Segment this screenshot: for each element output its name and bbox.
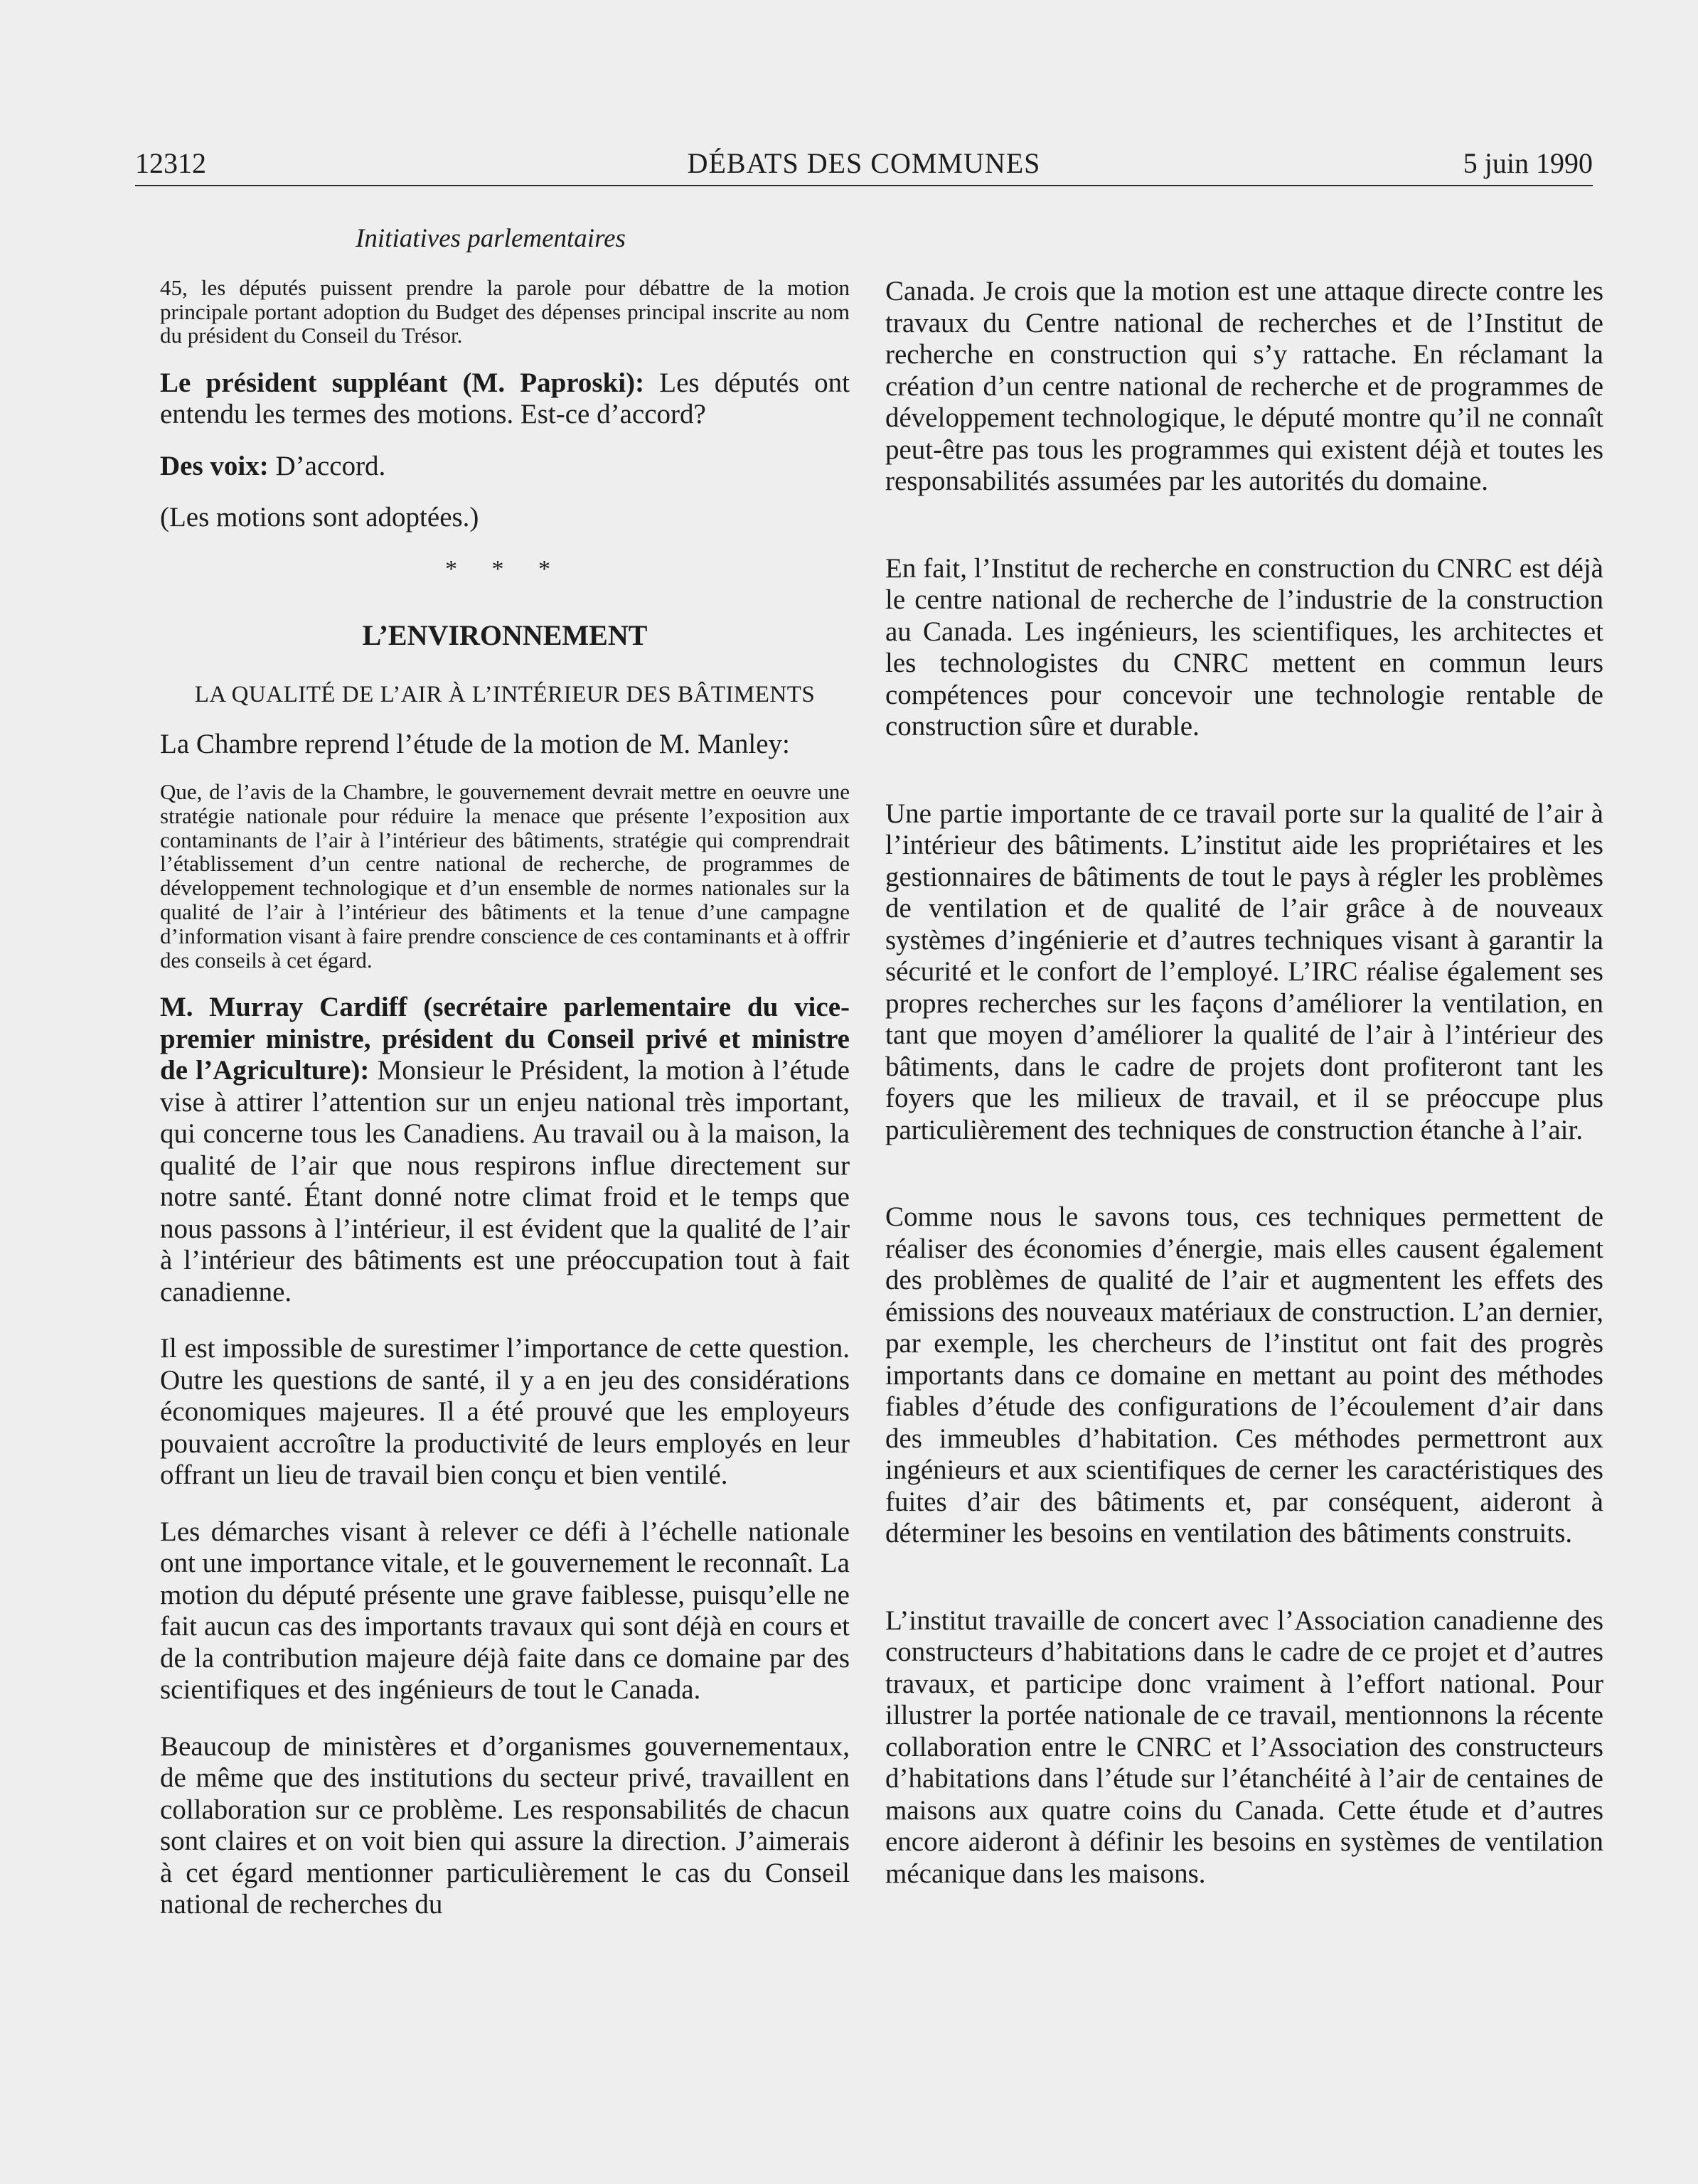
motion-quote: Que, de l’avis de la Chambre, le gouvernement devrait mettre en oeuvre une stratégie nationale pour réduire la menace que présente l’exposition aux contaminants de l’air à l’intérieur des bâtiments, stratégie qui comprendrait l’établissement d’un centre national de recherche, de programmes de développement technologique et d’un ensemble de normes nationales sur la qualité de l’air à l’intérieur des bâtiments et la tenue d’une campagne d’information visant à faire prendre conscience de ces contaminants et à offrir des conseils à cet égard. (160, 779, 850, 973)
left-column (160, 276, 850, 1921)
publication-date: 5 juin 1990 (1463, 147, 1593, 179)
paragraph: Comme nous le savons tous, ces techniques permettent de réaliser des économies d’énergie, mais elles causent également des problèmes de qualité de l’air et augmentent les effets des émissions des nouveaux matériaux de construction. L’an dernier, par exemple, les chercheurs de l’institut ont fait des progrès importants dans ce domaine en mettant au point des méthodes fiables d’étude des configurations de l’écoulement d’air dans des immeubles d’habitation. Ces méthodes permettront aux ingénieurs et aux scientifiques de cerner les caractéristiques des fuites d’air des bâtiments et, par conséquent, aideront à déterminer les besoins en ventilation des bâtiments construits. (885, 1201, 1603, 1548)
paragraph: Il est impossible de surestimer l’importance de cette question. Outre les questions de santé, il y a en jeu des considérations économiques majeures. Il a été prouvé que les employeurs pouvaient accroître la productivité de leurs employés en leur offrant un lieu de travail bien conçu et bien ventilé. (160, 1333, 850, 1491)
paragraph-house-resumes: La Chambre reprend l’étude de la motion de M. Manley: (160, 728, 790, 759)
speech-text: Les députés ont entendu les termes des motions. Est-ce d’accord? (160, 367, 850, 429)
speaker-name: Le président suppléant (M. Paproski): (160, 367, 645, 398)
debate-heading: L’ENVIRONNEMENT (362, 619, 648, 651)
paragraph-acting-speaker (160, 368, 850, 431)
motion-text-continued: 45, les députés puissent prendre la parole pour débattre de la motion principale portant adoption du Budget des dépenses principal inscrite au nom du président du Conseil du Trésor. (160, 275, 850, 348)
section-label: Initiatives parlementaires (356, 224, 626, 253)
paragraph-voices (160, 451, 850, 483)
speech-text: Monsieur le Président, la motion à l’étude vise à attirer l’attention sur un enjeu national très important, qui concerne tous les Canadiens. Au travail ou à la maison, la qualité de l’air que nous respirons influe directement sur notre santé. Étant donné notre climat froid et le temps que nous passons à l’intérieur, il est évident que la qualité de l’air à l’intérieur des bâtiments est une préoccupation tout à fait canadienne. (160, 1055, 850, 1307)
page-header (135, 142, 1593, 186)
speaker-name: Des voix: (160, 450, 269, 481)
paragraph: Une partie importante de ce travail porte sur la qualité de l’air à l’intérieur des bâtiments. L’institut aide les propriétaires et les gestionnaires de bâtiments de tout le pays à régler les problèmes de ventilation et de qualité de l’air grâce à de nouveaux systèmes d’ingénierie et d’autres techniques visant à garantir la sécurité et le confort de l’employé. L’IRC réalise également ses propres recherches sur les façons d’améliorer la ventilation, en tant que moyen d’améliorer la qualité de l’air à l’intérieur des bâtiments, dans le cadre de projets dont profiteront tant les foyers que les milieux de travail, et il se préoccupe plus particulièrement des techniques de construction étanche à l’air. (885, 798, 1603, 1145)
paragraph: Beaucoup de ministères et d’organismes gouvernementaux, de même que des institutions du secteur privé, travaillent en collaboration sur ce problème. Les responsabilités de chacun sont claires et on voit bien qui assure la direction. J’aimerais à cet égard mentionner particulièrement le cas du Conseil national de recherches du (160, 1730, 850, 1920)
publication-title: DÉBATS DES COMMUNES (687, 147, 1041, 179)
paragraph: Les démarches visant à relever ce défi à l’échelle nationale ont une importance vitale, et le gouvernement le reconnaît. La motion du député présente une grave faiblesse, puisqu’elle ne fait aucun cas des importants travaux qui sont déjà en cours et de la contribution majeure déjà faite dans ce domaine par des scientifiques et des ingénieurs de tout le Canada. (160, 1516, 850, 1706)
page-number: 12312 (135, 147, 206, 179)
paragraph: En fait, l’Institut de recherche en construction du CNRC est déjà le centre national de recherche de l’industrie de la construction au Canada. Les ingénieurs, les scientifiques, les architectes et les technologistes du CNRC mettent en commun leurs compétences pour concevoir une technologie rentable de construction sûre et durable. (885, 552, 1603, 742)
speaker-name: M. Murray Cardiff (secrétaire parlementaire du vice-premier ministre, président du Conseil privé et ministre de l’Agriculture): (160, 992, 850, 1086)
paragraph-cardiff (160, 992, 850, 1308)
paragraph: Canada. Je crois que la motion est une attaque directe contre les travaux du Centre national de recherches et de l’Institut de recherche en construction qui s’y rattache. En réclamant la création d’un centre national de recherche et de programmes de développement technologique, le député montre qu’il ne connaît peut-être pas tous les programmes qui existent déjà et toutes les responsabilités assumées par les autorités du domaine. (885, 276, 1603, 496)
right-column (885, 276, 1603, 1890)
speech-text: D’accord. (268, 450, 386, 481)
section-divider: * * * (445, 555, 565, 582)
paragraph-motions-adopted: (Les motions sont adoptées.) (160, 502, 479, 532)
debate-subheading: LA QUALITÉ DE L’AIR À L’INTÉRIEUR DES BÂTIMENTS (194, 681, 816, 707)
paragraph: L’institut travaille de concert avec l’Association canadienne des constructeurs d’habitations dans le cadre de ce projet et d’autres travaux, et participe donc vraiment à l’effort national. Pour illustrer la portée nationale de ce travail, mentionnons la récente collaboration entre le CNRC et l’Association des constructeurs d’habitations dans l’étude sur l’étanchéité à l’air de centaines de maisons aux quatre coins du Canada. Cette étude et d’autres encore aideront à définir les besoins en systèmes de ventilation mécanique dans les maisons. (885, 1605, 1603, 1889)
